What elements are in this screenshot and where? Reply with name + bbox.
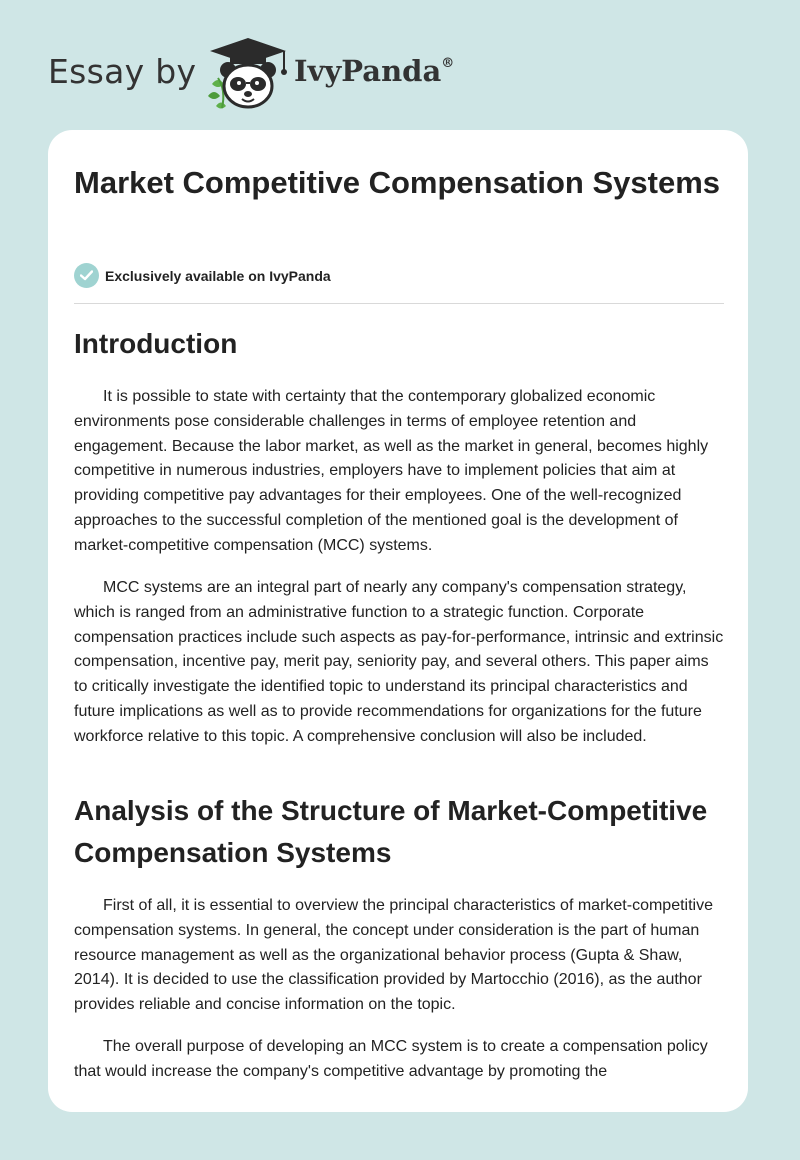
paragraph: MCC systems are an integral part of nearly any company's compensation strategy, which is ranged from an administrative function to a strategic function. Corporate compensation practices include such aspects as pay-for-performance, intrinsic and extrinsic compensation, incentive pay, merit pay, seniority pay, and several others. This paper aims to critically investigate the identified topic to understand its principal characteristics and future implications as well as to provide recommendations for organizations for the future workforce relative to this topic. A comprehensive conclusion will also be included. <box>74 579 724 745</box>
title-divider <box>74 303 724 304</box>
essay-card <box>48 130 748 1112</box>
section-heading-analysis: Analysis of the Structure of Market-Competitive Compensation Systems <box>74 795 708 868</box>
brand-name: IvyPanda® <box>294 54 455 88</box>
paragraph: The overall purpose of developing an MCC system is to create a compensation policy that would increase the company's competitive advantage by promoting the <box>74 1038 708 1080</box>
panda-graduate-logo-icon <box>202 34 294 110</box>
exclusive-badge <box>74 263 474 289</box>
site-header <box>48 34 648 114</box>
section-heading-introduction: Introduction <box>74 328 238 359</box>
exclusive-badge-label: Exclusively available on IvyPanda <box>105 268 331 284</box>
essay-by-text: Essay by <box>48 52 197 91</box>
paragraph: First of all, it is essential to overview the principal characteristics of market-competitive compensation systems. In general, the concept under consideration is the part of human resource management as well as the organizational behavior process (Gupta & Shaw, 2014). It is decided to use the classification provided by Martocchio (2016), as the author provides reliable and concise information on the topic. <box>74 897 713 1014</box>
page-title: Market Competitive Compensation Systems <box>74 165 721 200</box>
check-circle-icon <box>74 263 99 288</box>
paragraph: It is possible to state with certainty that the contemporary globalized economic environments pose considerable challenges in terms of employee retention and engagement. Because the labor market, as well as the market in general, becomes highly competitive in numerous industries, employers have to implement policies that aim at providing competitive pay advantages for their employees. One of the well-recognized approaches to the successful completion of the mentioned goal is the development of market-competitive compensation (MCC) systems. <box>74 388 709 554</box>
